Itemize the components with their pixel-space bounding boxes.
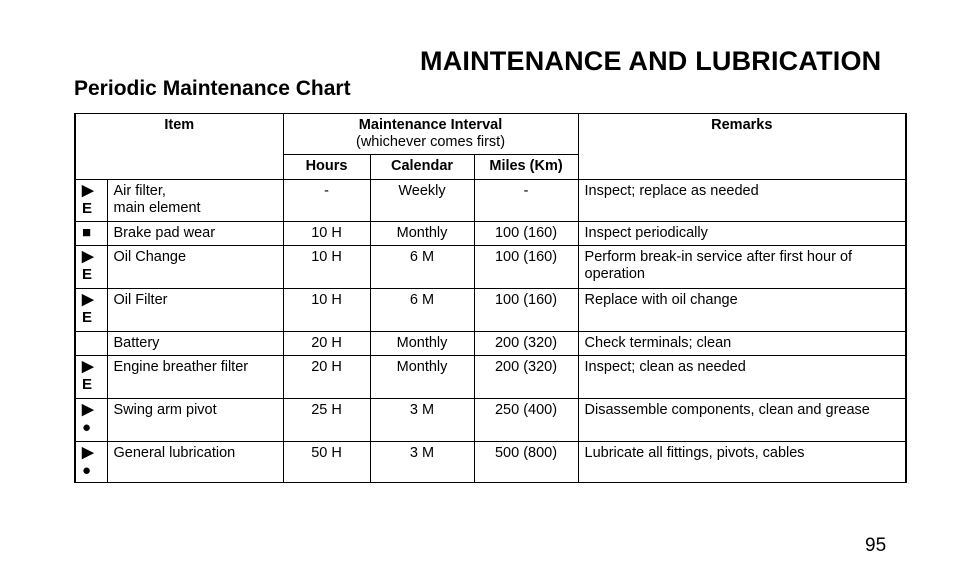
header-remarks: Remarks [578, 114, 906, 180]
header-calendar: Calendar [370, 155, 474, 180]
row-item: Air filter, main element [107, 180, 283, 222]
table-row [75, 356, 906, 399]
row-calendar: Monthly [370, 222, 474, 246]
row-calendar: 6 M [370, 246, 474, 289]
row-calendar: Weekly [370, 180, 474, 222]
row-remarks: Perform break-in service after first hour of operation [578, 246, 906, 289]
row-symbol: ▶ ● [75, 399, 107, 442]
row-symbol: ▶ E [75, 246, 107, 289]
row-symbol: ■ [75, 222, 107, 246]
row-hours: 50 H [283, 442, 370, 483]
header-miles: Miles (Km) [474, 155, 578, 180]
header-hours: Hours [283, 155, 370, 180]
row-symbol [75, 332, 107, 356]
row-item: Engine breather filter [107, 356, 283, 399]
table-row [75, 222, 906, 246]
row-hours: 10 H [283, 246, 370, 289]
row-hours: 20 H [283, 356, 370, 399]
row-calendar: 3 M [370, 399, 474, 442]
table-row [75, 289, 906, 332]
row-calendar: Monthly [370, 356, 474, 399]
row-hours: 25 H [283, 399, 370, 442]
row-miles: 500 (800) [474, 442, 578, 483]
row-miles: 200 (320) [474, 332, 578, 356]
maintenance-table [74, 113, 907, 483]
table-row [75, 399, 906, 442]
chart-title: Periodic Maintenance Chart [74, 77, 351, 100]
row-miles: 100 (160) [474, 289, 578, 332]
row-symbol: ▶ E [75, 289, 107, 332]
page-number: 95 [865, 535, 887, 556]
row-symbol: ▶ E [75, 180, 107, 222]
row-remarks: Inspect periodically [578, 222, 906, 246]
header-item: Item [75, 114, 283, 180]
row-hours: 20 H [283, 332, 370, 356]
row-miles: 100 (160) [474, 246, 578, 289]
row-miles: 200 (320) [474, 356, 578, 399]
row-item: General lubrication [107, 442, 283, 483]
header-interval-note: (whichever comes first) [355, 134, 506, 150]
row-miles: 100 (160) [474, 222, 578, 246]
row-item: Battery [107, 332, 283, 356]
row-calendar: Monthly [370, 332, 474, 356]
table-row [75, 332, 906, 356]
row-hours: 10 H [283, 289, 370, 332]
section-title: MAINTENANCE AND LUBRICATION [420, 46, 882, 76]
row-symbol: ▶ E [75, 356, 107, 399]
row-item: Swing arm pivot [107, 399, 283, 442]
row-calendar: 3 M [370, 442, 474, 483]
header-interval-label: Maintenance Interval [358, 117, 503, 133]
row-remarks: Disassemble components, clean and grease [578, 399, 906, 442]
row-remarks: Inspect; clean as needed [578, 356, 906, 399]
row-remarks: Inspect; replace as needed [578, 180, 906, 222]
table-row [75, 180, 906, 222]
row-remarks: Replace with oil change [578, 289, 906, 332]
row-miles: 250 (400) [474, 399, 578, 442]
row-remarks: Lubricate all fittings, pivots, cables [578, 442, 906, 483]
row-calendar: 6 M [370, 289, 474, 332]
row-remarks: Check terminals; clean [578, 332, 906, 356]
row-hours: 10 H [283, 222, 370, 246]
row-item: Oil Filter [107, 289, 283, 332]
table-body [75, 180, 906, 483]
row-symbol: ▶ ● [75, 442, 107, 483]
table-row [75, 442, 906, 483]
row-item: Oil Change [107, 246, 283, 289]
header-interval [283, 114, 578, 155]
row-item: Brake pad wear [107, 222, 283, 246]
table-row [75, 246, 906, 289]
row-miles: - [474, 180, 578, 222]
row-hours: - [283, 180, 370, 222]
